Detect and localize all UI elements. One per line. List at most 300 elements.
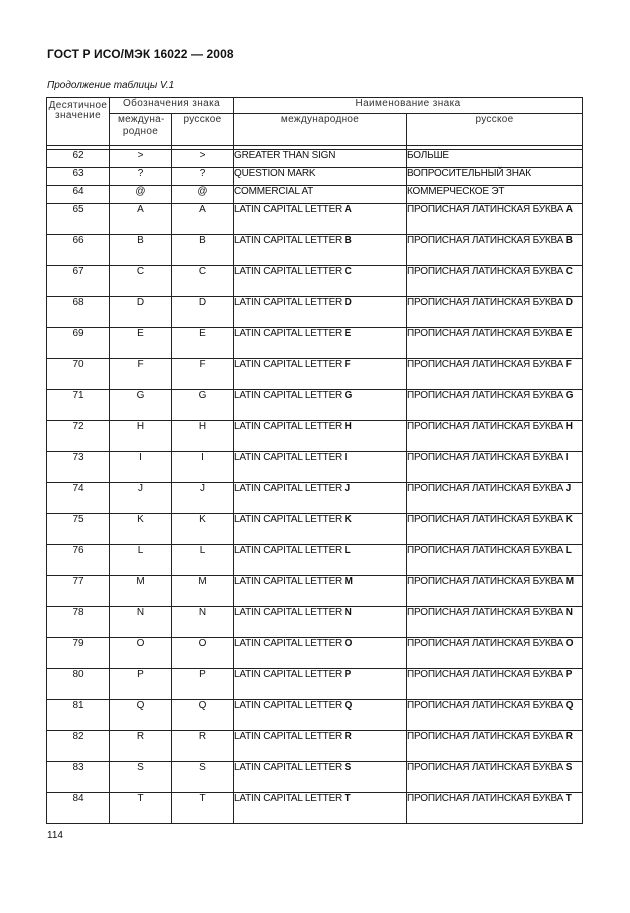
intl-symbol: B xyxy=(137,235,144,246)
decimal-value-cell xyxy=(47,452,110,483)
intl-symbol-cell xyxy=(110,731,172,762)
decimal-value: 80 xyxy=(72,669,84,680)
ru-symbol: R xyxy=(198,731,207,742)
intl-name-letter: M xyxy=(344,576,353,587)
intl-symbol: H xyxy=(136,421,145,432)
ru-name-cell xyxy=(407,328,583,359)
ru-name-text: ПРОПИСНАЯ ЛАТИНСКАЯ БУКВА xyxy=(407,452,566,463)
ru-symbol-cell xyxy=(172,545,234,576)
intl-symbol-cell xyxy=(110,421,172,452)
intl-name-letter: H xyxy=(344,421,352,432)
decimal-value-cell xyxy=(47,793,110,824)
decimal-value-cell xyxy=(47,204,110,235)
ru-name-text: ПРОПИСНАЯ ЛАТИНСКАЯ БУКВА xyxy=(407,669,566,680)
intl-name-cell xyxy=(234,483,407,514)
ru-symbol-cell xyxy=(172,483,234,514)
ru-name-letter: E xyxy=(565,328,573,339)
intl-name-text: LATIN CAPITAL LETTER xyxy=(234,297,345,308)
ru-symbol: H xyxy=(198,421,207,432)
intl-symbol-cell xyxy=(110,266,172,297)
intl-name-text: LATIN CAPITAL LETTER xyxy=(234,235,345,246)
ru-symbol: N xyxy=(198,607,207,618)
ru-name-letter: A xyxy=(565,204,573,215)
decimal-value-cell xyxy=(47,150,110,168)
ru-name-cell xyxy=(407,731,583,762)
ru-name-cell xyxy=(407,762,583,793)
table-row xyxy=(47,576,583,607)
ru-name-text: ПРОПИСНАЯ ЛАТИНСКАЯ БУКВА xyxy=(407,731,566,742)
ru-name-cell xyxy=(407,168,583,186)
intl-name-text: LATIN CAPITAL LETTER xyxy=(234,669,345,680)
intl-symbol: ? xyxy=(137,168,144,179)
intl-symbol: E xyxy=(137,328,144,339)
intl-name-letter: J xyxy=(344,483,351,494)
table-row xyxy=(47,168,583,186)
ru-name-cell xyxy=(407,576,583,607)
intl-name-text: LATIN CAPITAL LETTER xyxy=(234,700,345,711)
decimal-value: 62 xyxy=(72,150,84,161)
intl-name-text: LATIN CAPITAL LETTER xyxy=(234,607,345,618)
intl-name-cell xyxy=(234,514,407,545)
ru-name-text: БОЛЬШЕ xyxy=(407,150,449,161)
header-name-group: Наименование знака xyxy=(234,98,583,114)
intl-name-text: LATIN CAPITAL LETTER xyxy=(234,359,345,370)
ru-name-text: ПРОПИСНАЯ ЛАТИНСКАЯ БУКВА xyxy=(407,793,566,804)
intl-name-letter: T xyxy=(344,793,351,804)
ru-name-letter: T xyxy=(565,793,572,804)
intl-symbol-cell xyxy=(110,168,172,186)
intl-symbol: F xyxy=(137,359,144,370)
ru-name-text: ПРОПИСНАЯ ЛАТИНСКАЯ БУКВА xyxy=(407,266,566,277)
character-table xyxy=(46,97,583,824)
ru-symbol-cell xyxy=(172,607,234,638)
ru-name-cell xyxy=(407,235,583,266)
decimal-value-cell xyxy=(47,390,110,421)
intl-name-text: LATIN CAPITAL LETTER xyxy=(234,638,345,649)
ru-name-cell xyxy=(407,390,583,421)
intl-name-cell xyxy=(234,700,407,731)
ru-name-text: ПРОПИСНАЯ ЛАТИНСКАЯ БУКВА xyxy=(407,204,566,215)
table-row xyxy=(47,359,583,390)
table-row xyxy=(47,390,583,421)
ru-name-letter: I xyxy=(565,452,569,463)
ru-name-letter: R xyxy=(565,731,573,742)
intl-symbol-cell xyxy=(110,204,172,235)
intl-name-letter: F xyxy=(344,359,351,370)
document-title: ГОСТ Р ИСО/МЭК 16022 — 2008 xyxy=(47,47,234,61)
ru-symbol: ? xyxy=(199,168,206,179)
intl-name-text: LATIN CAPITAL LETTER xyxy=(234,762,345,773)
intl-symbol: R xyxy=(136,731,145,742)
decimal-value: 78 xyxy=(72,607,84,618)
decimal-value: 82 xyxy=(72,731,84,742)
intl-name-text: GREATER THAN SIGN xyxy=(234,150,336,161)
ru-symbol: B xyxy=(199,235,206,246)
header-decimal-value: Десятичное значение xyxy=(47,98,110,146)
intl-symbol-cell xyxy=(110,700,172,731)
intl-name-cell xyxy=(234,669,407,700)
header-ru-symbol: русское xyxy=(172,114,234,146)
ru-name-cell xyxy=(407,186,583,204)
ru-symbol-cell xyxy=(172,638,234,669)
ru-name-letter: H xyxy=(565,421,573,432)
intl-symbol: @ xyxy=(135,186,146,197)
ru-symbol: I xyxy=(201,452,204,463)
ru-symbol-cell xyxy=(172,762,234,793)
intl-name-cell xyxy=(234,793,407,824)
header-intl-symbol: междуна-родное xyxy=(110,114,172,146)
intl-symbol-cell xyxy=(110,545,172,576)
decimal-value-cell xyxy=(47,235,110,266)
decimal-value-cell xyxy=(47,186,110,204)
table-row xyxy=(47,545,583,576)
intl-name-cell xyxy=(234,168,407,186)
table-row xyxy=(47,297,583,328)
intl-symbol: S xyxy=(137,762,144,773)
ru-name-cell xyxy=(407,514,583,545)
intl-symbol-cell xyxy=(110,607,172,638)
intl-symbol: N xyxy=(136,607,145,618)
ru-symbol-cell xyxy=(172,452,234,483)
ru-symbol: O xyxy=(198,638,207,649)
decimal-value: 67 xyxy=(72,266,84,277)
ru-symbol: Q xyxy=(198,700,207,711)
ru-symbol: K xyxy=(199,514,206,525)
ru-symbol: S xyxy=(199,762,206,773)
ru-name-text: ПРОПИСНАЯ ЛАТИНСКАЯ БУКВА xyxy=(407,359,566,370)
ru-symbol-cell xyxy=(172,514,234,545)
ru-name-text: ПРОПИСНАЯ ЛАТИНСКАЯ БУКВА xyxy=(407,576,566,587)
ru-symbol-cell xyxy=(172,390,234,421)
intl-name-cell xyxy=(234,204,407,235)
intl-name-text: LATIN CAPITAL LETTER xyxy=(234,266,345,277)
header-ru-name: русское xyxy=(407,114,583,146)
ru-name-text: ПРОПИСНАЯ ЛАТИНСКАЯ БУКВА xyxy=(407,545,566,556)
table-row xyxy=(47,793,583,824)
decimal-value-cell xyxy=(47,762,110,793)
ru-name-text: ПРОПИСНАЯ ЛАТИНСКАЯ БУКВА xyxy=(407,762,566,773)
ru-name-letter: B xyxy=(565,235,573,246)
table-row xyxy=(47,452,583,483)
intl-symbol: L xyxy=(137,545,144,556)
intl-name-cell xyxy=(234,297,407,328)
ru-symbol-cell xyxy=(172,421,234,452)
ru-name-letter: C xyxy=(565,266,573,277)
intl-symbol-cell xyxy=(110,576,172,607)
ru-symbol-cell xyxy=(172,266,234,297)
ru-name-cell xyxy=(407,700,583,731)
ru-symbol-cell xyxy=(172,700,234,731)
table-row xyxy=(47,638,583,669)
decimal-value-cell xyxy=(47,700,110,731)
intl-name-letter: B xyxy=(344,235,352,246)
intl-name-cell xyxy=(234,762,407,793)
ru-symbol-cell xyxy=(172,793,234,824)
intl-name-text: QUESTION MARK xyxy=(234,168,316,179)
intl-name-cell xyxy=(234,421,407,452)
intl-name-text: LATIN CAPITAL LETTER xyxy=(234,483,345,494)
ru-name-cell xyxy=(407,638,583,669)
ru-symbol-cell xyxy=(172,186,234,204)
intl-name-cell xyxy=(234,186,407,204)
intl-symbol-cell xyxy=(110,235,172,266)
intl-name-letter: S xyxy=(344,762,352,773)
ru-name-text: ПРОПИСНАЯ ЛАТИНСКАЯ БУКВА xyxy=(407,328,566,339)
intl-symbol: M xyxy=(136,576,145,587)
intl-name-text: LATIN CAPITAL LETTER xyxy=(234,204,345,215)
decimal-value: 71 xyxy=(72,390,84,401)
ru-name-cell xyxy=(407,483,583,514)
page-number: 114 xyxy=(47,830,63,841)
decimal-value: 68 xyxy=(72,297,84,308)
decimal-value: 81 xyxy=(72,700,84,711)
decimal-value-cell xyxy=(47,576,110,607)
intl-symbol: O xyxy=(136,638,145,649)
table-row xyxy=(47,762,583,793)
decimal-value: 77 xyxy=(72,576,84,587)
decimal-value: 69 xyxy=(72,328,84,339)
ru-symbol-cell xyxy=(172,235,234,266)
intl-name-cell xyxy=(234,452,407,483)
intl-name-text: LATIN CAPITAL LETTER xyxy=(234,390,345,401)
ru-name-text: ВОПРОСИТЕЛЬНЫЙ ЗНАК xyxy=(407,168,531,179)
intl-name-text: COMMERCIAL AT xyxy=(234,186,314,197)
intl-name-letter: O xyxy=(344,638,353,649)
intl-symbol-cell xyxy=(110,390,172,421)
ru-symbol: @ xyxy=(197,186,208,197)
intl-symbol: J xyxy=(138,483,143,494)
decimal-value-cell xyxy=(47,421,110,452)
ru-name-text: ПРОПИСНАЯ ЛАТИНСКАЯ БУКВА xyxy=(407,235,566,246)
intl-name-text: LATIN CAPITAL LETTER xyxy=(234,576,345,587)
ru-symbol-cell xyxy=(172,150,234,168)
intl-name-cell xyxy=(234,576,407,607)
decimal-value-cell xyxy=(47,483,110,514)
ru-name-cell xyxy=(407,545,583,576)
ru-name-cell xyxy=(407,297,583,328)
intl-symbol-cell xyxy=(110,297,172,328)
ru-symbol-cell xyxy=(172,669,234,700)
ru-name-cell xyxy=(407,452,583,483)
intl-name-cell xyxy=(234,359,407,390)
ru-name-text: ПРОПИСНАЯ ЛАТИНСКАЯ БУКВА xyxy=(407,483,566,494)
ru-name-letter: M xyxy=(565,576,574,587)
intl-name-text: LATIN CAPITAL LETTER xyxy=(234,793,345,804)
table-row xyxy=(47,186,583,204)
intl-symbol: P xyxy=(137,669,144,680)
decimal-value: 70 xyxy=(72,359,84,370)
table-row xyxy=(47,328,583,359)
ru-name-text: ПРОПИСНАЯ ЛАТИНСКАЯ БУКВА xyxy=(407,638,566,649)
intl-symbol: Q xyxy=(136,700,145,711)
ru-symbol: J xyxy=(200,483,205,494)
intl-symbol-cell xyxy=(110,762,172,793)
ru-name-cell xyxy=(407,150,583,168)
ru-symbol: A xyxy=(199,204,206,215)
intl-name-letter: G xyxy=(344,390,353,401)
intl-name-cell xyxy=(234,390,407,421)
decimal-value: 65 xyxy=(72,204,84,215)
intl-symbol: A xyxy=(137,204,144,215)
intl-symbol: > xyxy=(137,150,144,161)
ru-symbol: > xyxy=(199,150,206,161)
table-row xyxy=(47,483,583,514)
ru-symbol-cell xyxy=(172,297,234,328)
decimal-value: 76 xyxy=(72,545,84,556)
decimal-value: 79 xyxy=(72,638,84,649)
decimal-value-cell xyxy=(47,731,110,762)
intl-symbol: G xyxy=(136,390,145,401)
header-symbol-group: Обозначения знака xyxy=(110,98,234,114)
decimal-value-cell xyxy=(47,607,110,638)
ru-name-cell xyxy=(407,669,583,700)
ru-name-text: КОММЕРЧЕСКОЕ ЭТ xyxy=(407,186,505,197)
intl-symbol-cell xyxy=(110,186,172,204)
ru-name-text: ПРОПИСНАЯ ЛАТИНСКАЯ БУКВА xyxy=(407,514,566,525)
ru-name-letter: G xyxy=(565,390,574,401)
decimal-value: 75 xyxy=(72,514,84,525)
ru-name-letter: S xyxy=(565,762,573,773)
table-row xyxy=(47,514,583,545)
ru-name-text: ПРОПИСНАЯ ЛАТИНСКАЯ БУКВА xyxy=(407,607,566,618)
intl-name-letter: K xyxy=(344,514,352,525)
decimal-value-cell xyxy=(47,514,110,545)
ru-symbol-cell xyxy=(172,204,234,235)
ru-name-letter: Q xyxy=(565,700,574,711)
table-continuation-caption: Продолжение таблицы V.1 xyxy=(47,80,175,91)
ru-name-letter: K xyxy=(565,514,573,525)
decimal-value: 66 xyxy=(72,235,84,246)
intl-name-cell xyxy=(234,328,407,359)
ru-symbol: L xyxy=(199,545,206,556)
ru-symbol: G xyxy=(198,390,207,401)
ru-name-cell xyxy=(407,359,583,390)
ru-symbol: E xyxy=(199,328,206,339)
ru-name-letter: P xyxy=(565,669,573,680)
intl-symbol-cell xyxy=(110,150,172,168)
intl-name-letter: R xyxy=(344,731,352,742)
intl-name-letter: E xyxy=(344,328,352,339)
intl-name-letter: D xyxy=(344,297,352,308)
decimal-value: 63 xyxy=(72,168,84,179)
decimal-value: 64 xyxy=(72,186,84,197)
intl-name-letter: N xyxy=(344,607,352,618)
ru-name-letter: L xyxy=(565,545,572,556)
table-row xyxy=(47,669,583,700)
intl-name-cell xyxy=(234,150,407,168)
intl-name-cell xyxy=(234,266,407,297)
intl-name-text: LATIN CAPITAL LETTER xyxy=(234,452,345,463)
intl-symbol-cell xyxy=(110,359,172,390)
ru-name-cell xyxy=(407,793,583,824)
ru-symbol: D xyxy=(198,297,207,308)
decimal-value-cell xyxy=(47,669,110,700)
intl-symbol-cell xyxy=(110,514,172,545)
intl-symbol: I xyxy=(139,452,142,463)
ru-name-letter: D xyxy=(565,297,573,308)
intl-symbol: T xyxy=(137,793,144,804)
intl-symbol-cell xyxy=(110,483,172,514)
ru-symbol-cell xyxy=(172,168,234,186)
table-row xyxy=(47,266,583,297)
intl-symbol-cell xyxy=(110,669,172,700)
intl-symbol-cell xyxy=(110,793,172,824)
decimal-value: 83 xyxy=(72,762,84,773)
intl-name-text: LATIN CAPITAL LETTER xyxy=(234,514,345,525)
intl-symbol: K xyxy=(137,514,144,525)
intl-name-cell xyxy=(234,731,407,762)
intl-name-letter: A xyxy=(344,204,352,215)
table-row xyxy=(47,235,583,266)
decimal-value-cell xyxy=(47,297,110,328)
intl-name-letter: C xyxy=(344,266,352,277)
ru-name-cell xyxy=(407,204,583,235)
table-row xyxy=(47,700,583,731)
intl-name-text: LATIN CAPITAL LETTER xyxy=(234,731,345,742)
intl-name-text: LATIN CAPITAL LETTER xyxy=(234,328,345,339)
intl-name-cell xyxy=(234,235,407,266)
table-row xyxy=(47,607,583,638)
intl-name-text: LATIN CAPITAL LETTER xyxy=(234,545,345,556)
decimal-value: 74 xyxy=(72,483,84,494)
table-row xyxy=(47,150,583,168)
intl-name-text: LATIN CAPITAL LETTER xyxy=(234,421,345,432)
decimal-value: 73 xyxy=(72,452,84,463)
table-row xyxy=(47,731,583,762)
decimal-value-cell xyxy=(47,359,110,390)
intl-symbol-cell xyxy=(110,638,172,669)
table-row xyxy=(47,421,583,452)
ru-name-cell xyxy=(407,607,583,638)
table-row xyxy=(47,204,583,235)
ru-name-cell xyxy=(407,421,583,452)
intl-name-letter: L xyxy=(344,545,351,556)
decimal-value: 72 xyxy=(72,421,84,432)
ru-symbol: P xyxy=(199,669,206,680)
ru-symbol-cell xyxy=(172,328,234,359)
intl-symbol-cell xyxy=(110,452,172,483)
intl-name-cell xyxy=(234,607,407,638)
decimal-value-cell xyxy=(47,638,110,669)
ru-symbol: C xyxy=(198,266,207,277)
ru-symbol: M xyxy=(198,576,207,587)
ru-name-letter: O xyxy=(565,638,574,649)
ru-name-cell xyxy=(407,266,583,297)
ru-name-text: ПРОПИСНАЯ ЛАТИНСКАЯ БУКВА xyxy=(407,700,566,711)
decimal-value: 84 xyxy=(72,793,84,804)
intl-symbol-cell xyxy=(110,328,172,359)
intl-name-cell xyxy=(234,638,407,669)
decimal-value-cell xyxy=(47,545,110,576)
intl-name-letter: Q xyxy=(344,700,353,711)
ru-symbol-cell xyxy=(172,359,234,390)
ru-symbol: F xyxy=(199,359,206,370)
ru-name-text: ПРОПИСНАЯ ЛАТИНСКАЯ БУКВА xyxy=(407,390,566,401)
ru-name-letter: F xyxy=(565,359,572,370)
intl-symbol: D xyxy=(136,297,145,308)
ru-name-letter: N xyxy=(565,607,573,618)
ru-symbol-cell xyxy=(172,576,234,607)
header-intl-name: международное xyxy=(234,114,407,146)
ru-symbol-cell xyxy=(172,731,234,762)
decimal-value-cell xyxy=(47,328,110,359)
ru-name-text: ПРОПИСНАЯ ЛАТИНСКАЯ БУКВА xyxy=(407,297,566,308)
intl-name-cell xyxy=(234,545,407,576)
intl-name-letter: P xyxy=(344,669,352,680)
decimal-value-cell xyxy=(47,168,110,186)
intl-symbol: C xyxy=(136,266,145,277)
intl-name-letter: I xyxy=(344,452,348,463)
